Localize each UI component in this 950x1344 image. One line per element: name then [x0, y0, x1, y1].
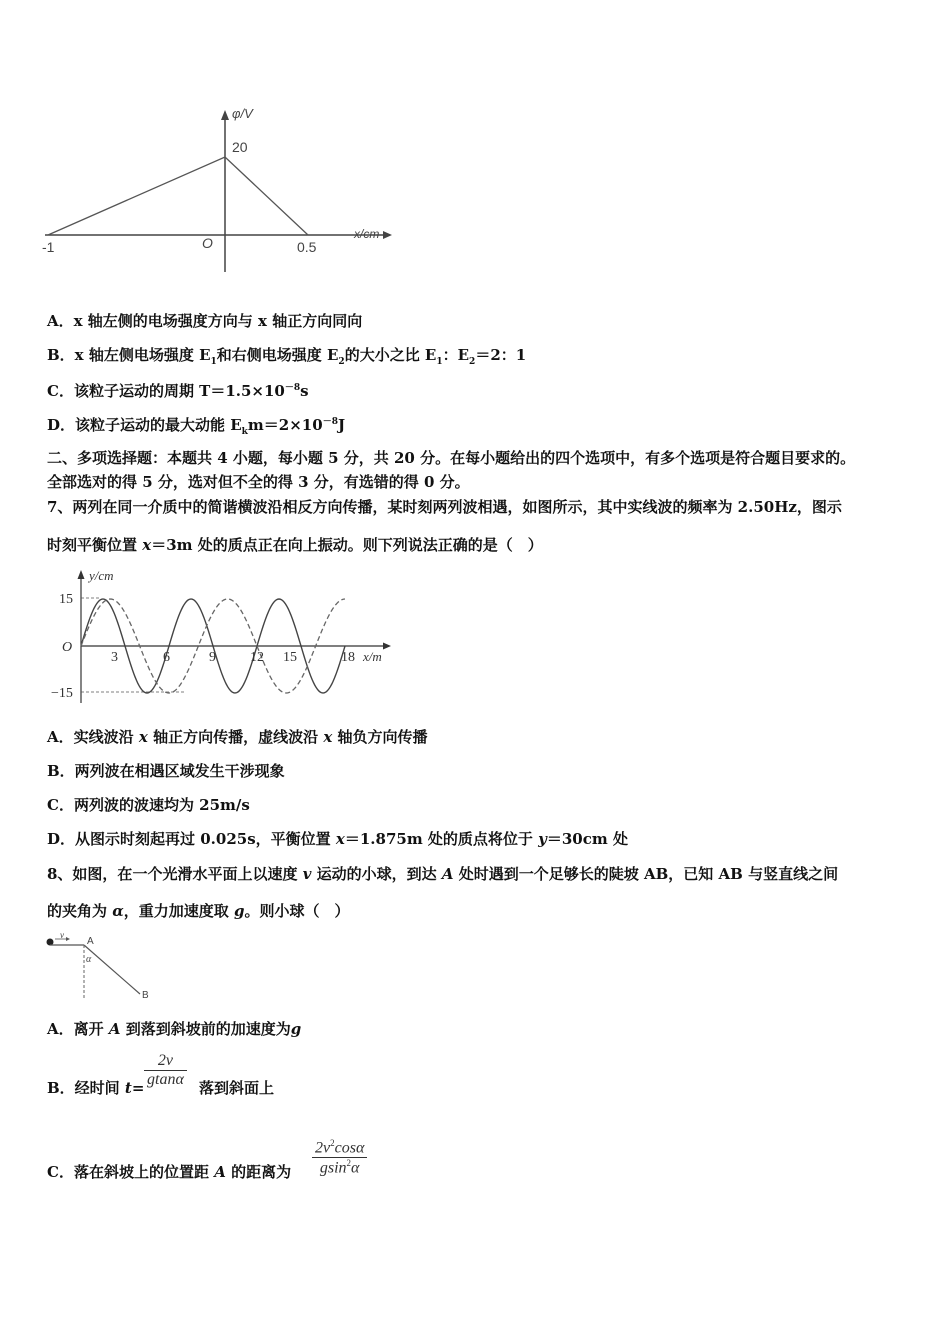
q6-option-c: C．该粒子运动的周期 $T=1.5\times 10^{-8}s$: [47, 382, 309, 400]
y-axis-arrow: [78, 570, 85, 579]
y-axis-arrow: [221, 110, 229, 120]
point-b-label: B: [142, 990, 149, 1001]
slope-ab: [84, 945, 140, 994]
tick-label: 18: [341, 650, 355, 665]
peak-label: 20: [232, 139, 248, 155]
q7-option-a: A．实线波沿 x 轴正方向传播，虚线波沿 x 轴负方向传播: [47, 728, 428, 746]
v-label: v: [60, 930, 64, 940]
point-a-label: A: [87, 936, 94, 947]
q7-stem-line2: 时刻平衡位置 x＝3m 处的质点正在向上振动。则下列说法正确的是（ ）: [47, 536, 543, 554]
origin-label: O: [202, 235, 213, 251]
q8-option-b-suffix: 落到斜面上: [199, 1079, 275, 1097]
tick-label: 3: [111, 650, 118, 665]
section2-header: 二、多项选择题：本题共 4 小题，每小题 5 分，共 20 分。在每小题给出的四个选项中，有多个选项是符合题目要求的。: [47, 449, 856, 467]
tick-label: 9: [209, 650, 216, 665]
tick-label: 15: [283, 650, 297, 665]
velocity-arrow-head: [66, 937, 70, 941]
right-tick-label: 0.5: [297, 239, 317, 255]
tick-label: 6: [163, 650, 170, 665]
slope-diagram: [40, 930, 170, 1005]
q8-option-c: C．落在斜坡上的位置距 A 的距离为: [47, 1163, 292, 1181]
potential-line: [48, 157, 308, 235]
y-axis-label: y/cm: [89, 568, 114, 583]
q6-option-b: B．x 轴左侧电场强度 $E_1$和右侧电场强度 $E_2$的大小之比 $E_1$：$E_2=2$：1: [47, 346, 527, 367]
wave-graph: [45, 565, 405, 705]
q7-option-c: C．两列波的波速均为 25m/s: [47, 796, 250, 814]
x-axis-arrow: [383, 643, 391, 650]
q6-option-d: D．该粒子运动的最大动能 $E_km=2\times 10^{-8}J$: [47, 416, 346, 437]
tick-label: 12: [250, 650, 264, 665]
q8-stem-line2: 的夹角为 α，重力加速度取 g。则小球（ ）: [47, 902, 350, 920]
q8-c-fraction: $\frac{2v^2\cos\alpha}{gsin^2\alpha}$: [312, 1138, 367, 1178]
q8-option-b: B．经时间 t=: [47, 1079, 145, 1097]
q6-option-a: A．x 轴左侧的电场强度方向与 x 轴正方向同向: [47, 312, 363, 330]
x-axis-label: x/cm: [354, 227, 380, 241]
y-axis-label: φ/V: [232, 106, 253, 121]
x-axis-label: x/m: [363, 649, 382, 664]
q8-b-fraction: $\frac{2v}{gtan\alpha}$: [144, 1052, 187, 1089]
potential-graph: [40, 100, 400, 280]
left-tick-label: -1: [42, 239, 55, 255]
y-bottom-label: −15: [51, 686, 73, 701]
q8-stem-line1: 8、如图，在一个光滑水平面上以速度 v 运动的小球，到达 A 处时遇到一个足够长的陡坡 AB，已知 AB 与竖直线之间: [47, 865, 839, 883]
alpha-label: α: [86, 954, 92, 965]
q7-option-b: B．两列波在相遇区域发生干涉现象: [47, 762, 285, 780]
origin-label: O: [62, 640, 73, 655]
section2-scoring: 全部选对的得 5 分，选对但不全的得 3 分，有选错的得 0 分。: [47, 473, 470, 491]
x-axis-arrow: [383, 231, 392, 239]
q7-option-d: D．从图示时刻起再过 0.025s，平衡位置 x＝1.875m 处的质点将位于 y＝30cm 处: [47, 830, 628, 848]
y-top-label: 15: [59, 592, 73, 607]
q8-option-a: A．离开 A 到落到斜坡前的加速度为g: [47, 1020, 302, 1038]
q7-stem-line1: 7、两列在同一介质中的简谐横波沿相反方向传播，某时刻两列波相遇，如图所示，其中实线波的频率为 2.50Hz，图示: [47, 498, 842, 516]
